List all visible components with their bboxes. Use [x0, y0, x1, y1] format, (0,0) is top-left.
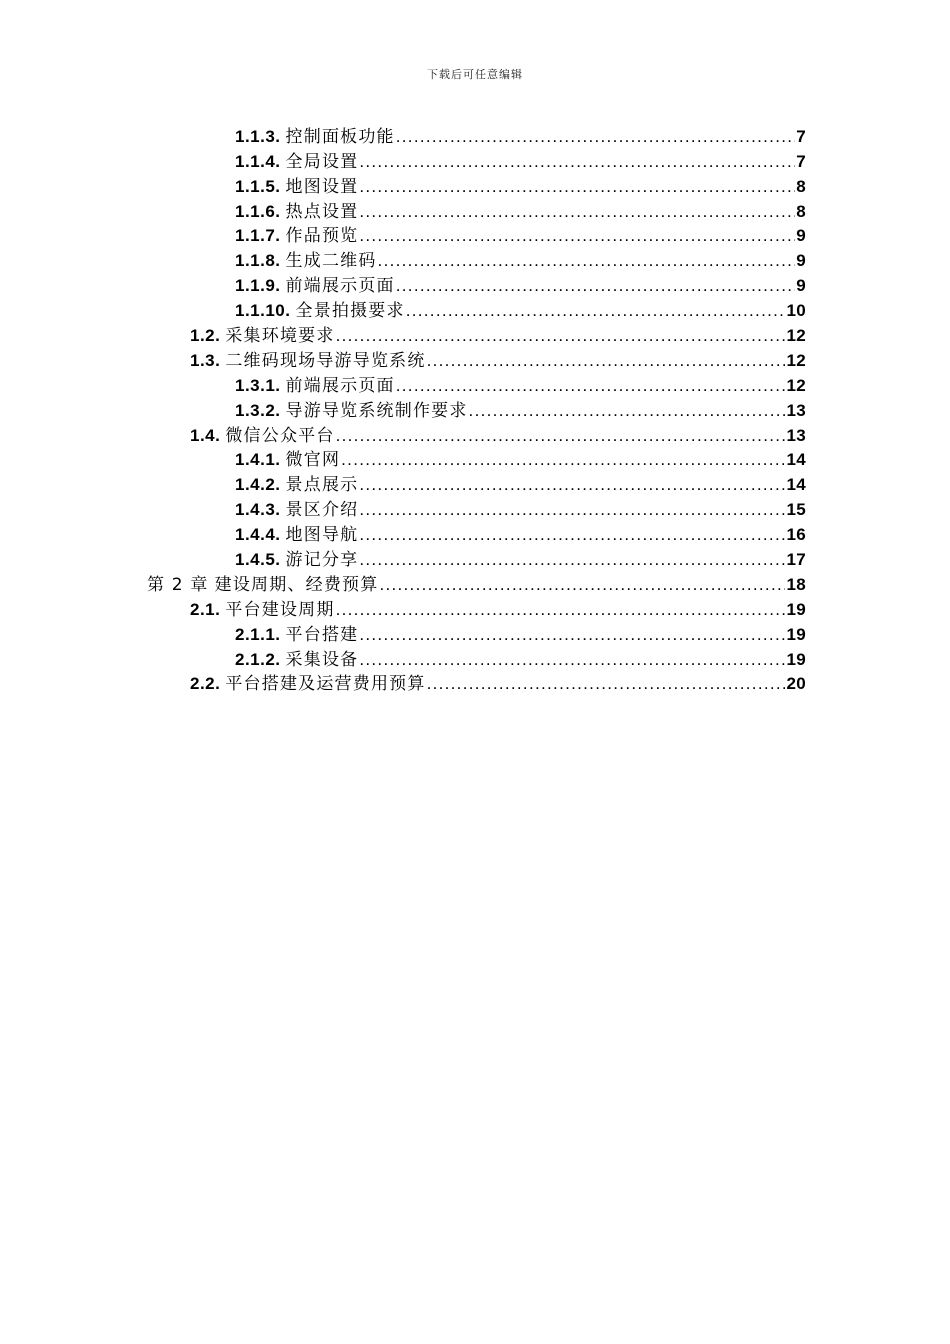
- toc-entry-content: [190, 424, 806, 448]
- toc-dot-leader: [341, 448, 785, 472]
- toc-entry[interactable]: [0, 622, 950, 647]
- toc-entry[interactable]: [0, 174, 950, 199]
- toc-entry-number: 1.4.: [190, 425, 221, 445]
- toc-entry[interactable]: [0, 298, 950, 323]
- toc-entry-page-number: 7: [796, 126, 806, 146]
- toc-entry[interactable]: [0, 199, 950, 224]
- toc-entry-title: 建设周期、经费预算: [214, 574, 379, 595]
- toc-dot-leader: [406, 299, 786, 323]
- toc-entry-page-number: 16: [786, 525, 806, 545]
- toc-entry-title: 导游导览系统制作要求: [285, 400, 468, 421]
- toc-entry[interactable]: [0, 398, 950, 423]
- toc-entry-page-number: 14: [786, 450, 806, 470]
- toc-dot-leader: [427, 672, 786, 696]
- toc-entry-number: 1.1.3.: [235, 126, 281, 146]
- toc-entry-content: [235, 473, 806, 497]
- toc-dot-leader: [427, 349, 786, 373]
- toc-dot-leader: [396, 125, 795, 149]
- toc-entry-page-number: 9: [796, 276, 806, 296]
- toc-dot-leader: [359, 498, 785, 522]
- toc-entry-page-number: 13: [786, 400, 806, 420]
- toc-entry-title: 微信公众平台: [225, 425, 335, 446]
- toc-dot-leader: [469, 399, 786, 423]
- toc-entry-page-number: 19: [786, 624, 806, 644]
- toc-entry[interactable]: [0, 522, 950, 547]
- toc-entry-content: [235, 623, 806, 647]
- toc-entry-title: 微官网: [285, 450, 341, 471]
- toc-entry-content: [235, 175, 806, 199]
- toc-entry-title: 平台搭建: [285, 624, 359, 645]
- toc-dot-leader: [359, 473, 785, 497]
- toc-entry-title: 全景拍摄要求: [295, 301, 405, 322]
- toc-entry-number: 1.1.5.: [235, 176, 281, 196]
- toc-entry-page-number: 17: [786, 550, 806, 570]
- toc-entry-number: 1.4.3.: [235, 500, 281, 520]
- toc-entry-title: 采集设备: [285, 649, 359, 670]
- toc-entry-number: 1.1.10.: [235, 301, 291, 321]
- toc-dot-leader: [359, 150, 795, 174]
- toc-entry-number: 1.3.2.: [235, 400, 281, 420]
- toc-entry-title: 景区介绍: [285, 500, 359, 521]
- toc-dot-leader: [359, 548, 785, 572]
- toc-entry-number: 1.2.: [190, 326, 221, 346]
- toc-entry-number: 1.1.9.: [235, 276, 281, 296]
- toc-entry-content: [235, 224, 806, 248]
- toc-entry-page-number: 9: [796, 251, 806, 271]
- toc-entry[interactable]: [0, 124, 950, 149]
- toc-dot-leader: [336, 324, 786, 348]
- toc-entry-title: 地图导航: [285, 525, 359, 546]
- toc-entry-number: 1.3.1.: [235, 375, 281, 395]
- toc-entry-content: [235, 200, 806, 224]
- toc-entry-title: 景点展示: [285, 475, 359, 496]
- toc-entry-page-number: 7: [796, 151, 806, 171]
- toc-entry-number: 2.1.2.: [235, 649, 281, 669]
- toc-entry[interactable]: [0, 497, 950, 522]
- toc-entry-page-number: 12: [786, 326, 806, 346]
- toc-entry-page-number: 8: [796, 201, 806, 221]
- toc-entry-content: [147, 573, 806, 597]
- toc-entry-content: [235, 374, 806, 398]
- toc-entry-content: [235, 249, 806, 273]
- toc-entry-content: [190, 349, 806, 373]
- toc-dot-leader: [336, 424, 786, 448]
- toc-entry-title: 游记分享: [285, 550, 359, 571]
- toc-entry-page-number: 18: [786, 574, 806, 594]
- toc-entry-page-number: 9: [796, 226, 806, 246]
- toc-entry-content: [235, 523, 806, 547]
- toc-entry[interactable]: [0, 323, 950, 348]
- toc-entry[interactable]: [0, 149, 950, 174]
- toc-entry-content: [190, 598, 806, 622]
- toc-entry-title: 前端展示页面: [285, 375, 395, 396]
- toc-entry-content: [235, 648, 806, 672]
- toc-entry-title: 平台建设周期: [225, 599, 335, 620]
- toc-entry-title: 控制面板功能: [285, 126, 395, 147]
- toc-entry-content: [190, 672, 806, 696]
- toc-entry-title: 作品预览: [285, 226, 359, 247]
- toc-entry-page-number: 13: [786, 425, 806, 445]
- toc-entry-content: [235, 448, 806, 472]
- toc-entry-page-number: 15: [786, 500, 806, 520]
- page-header: 下载后可任意编辑: [427, 68, 523, 81]
- toc-dot-leader: [359, 648, 785, 672]
- toc-entry[interactable]: [0, 672, 950, 697]
- toc-entry-title: 平台搭建及运营费用预算: [225, 674, 426, 695]
- toc-entry-content: [235, 299, 806, 323]
- toc-entry-title: 采集环境要求: [225, 326, 335, 347]
- toc-entry-content: [235, 125, 806, 149]
- toc-dot-leader: [379, 573, 785, 597]
- toc-entry-content: [235, 150, 806, 174]
- toc-dot-leader: [359, 175, 795, 199]
- toc-dot-leader: [359, 623, 785, 647]
- toc-entry-page-number: 20: [786, 674, 806, 694]
- toc-entry[interactable]: [0, 448, 950, 473]
- toc-entry-page-number: 8: [796, 176, 806, 196]
- toc-entry-content: [235, 399, 806, 423]
- toc-entry[interactable]: [0, 572, 950, 597]
- toc-entry-number: 1.4.2.: [235, 475, 281, 495]
- toc-entry-number: 2.1.: [190, 599, 221, 619]
- toc-entry-content: [235, 498, 806, 522]
- toc-entry-title: 地图设置: [285, 176, 359, 197]
- toc-entry-content: [235, 274, 806, 298]
- toc-entry[interactable]: [0, 224, 950, 249]
- toc-entry-page-number: 19: [786, 649, 806, 669]
- toc-entry-number: 1.1.6.: [235, 201, 281, 221]
- toc-entry-number: 1.1.7.: [235, 226, 281, 246]
- toc-entry-number: 1.1.4.: [235, 151, 281, 171]
- toc-entry[interactable]: [0, 373, 950, 398]
- toc-entry-number: 2.2.: [190, 674, 221, 694]
- toc-entry-content: [190, 324, 806, 348]
- toc-entry-page-number: 12: [786, 350, 806, 370]
- toc-entry-title: 热点设置: [285, 201, 359, 222]
- toc-dot-leader: [396, 374, 786, 398]
- toc-entry[interactable]: [0, 348, 950, 373]
- toc-entry[interactable]: [0, 248, 950, 273]
- toc-entry[interactable]: [0, 273, 950, 298]
- toc-entry[interactable]: [0, 647, 950, 672]
- toc-entry-content: [235, 548, 806, 572]
- toc-entry-number: 1.3.: [190, 350, 221, 370]
- toc-entry-number: 1.1.8.: [235, 251, 281, 271]
- toc-entry-number: 第 2 章: [147, 574, 209, 595]
- toc-entry-page-number: 10: [786, 301, 806, 321]
- toc-entry[interactable]: [0, 597, 950, 622]
- toc-entry-title: 全局设置: [285, 151, 359, 172]
- toc-dot-leader: [396, 274, 795, 298]
- toc-entry-number: 1.4.5.: [235, 550, 281, 570]
- toc-dot-leader: [336, 598, 786, 622]
- toc-entry-number: 1.4.1.: [235, 450, 281, 470]
- toc-dot-leader: [378, 249, 796, 273]
- toc-entry-title: 二维码现场导游导览系统: [225, 350, 426, 371]
- toc-entry[interactable]: [0, 423, 950, 448]
- toc-dot-leader: [359, 224, 795, 248]
- toc-entry-title: 生成二维码: [285, 251, 377, 272]
- toc-entry[interactable]: [0, 472, 950, 497]
- toc-entry-page-number: 14: [786, 475, 806, 495]
- toc-entry-title: 前端展示页面: [285, 276, 395, 297]
- toc-entry[interactable]: [0, 547, 950, 572]
- toc-entry-page-number: 12: [786, 375, 806, 395]
- toc-entry-number: 2.1.1.: [235, 624, 281, 644]
- toc-entry-page-number: 19: [786, 599, 806, 619]
- toc-dot-leader: [359, 523, 785, 547]
- table-of-contents: [0, 124, 950, 696]
- toc-dot-leader: [359, 200, 795, 224]
- toc-entry-number: 1.4.4.: [235, 525, 281, 545]
